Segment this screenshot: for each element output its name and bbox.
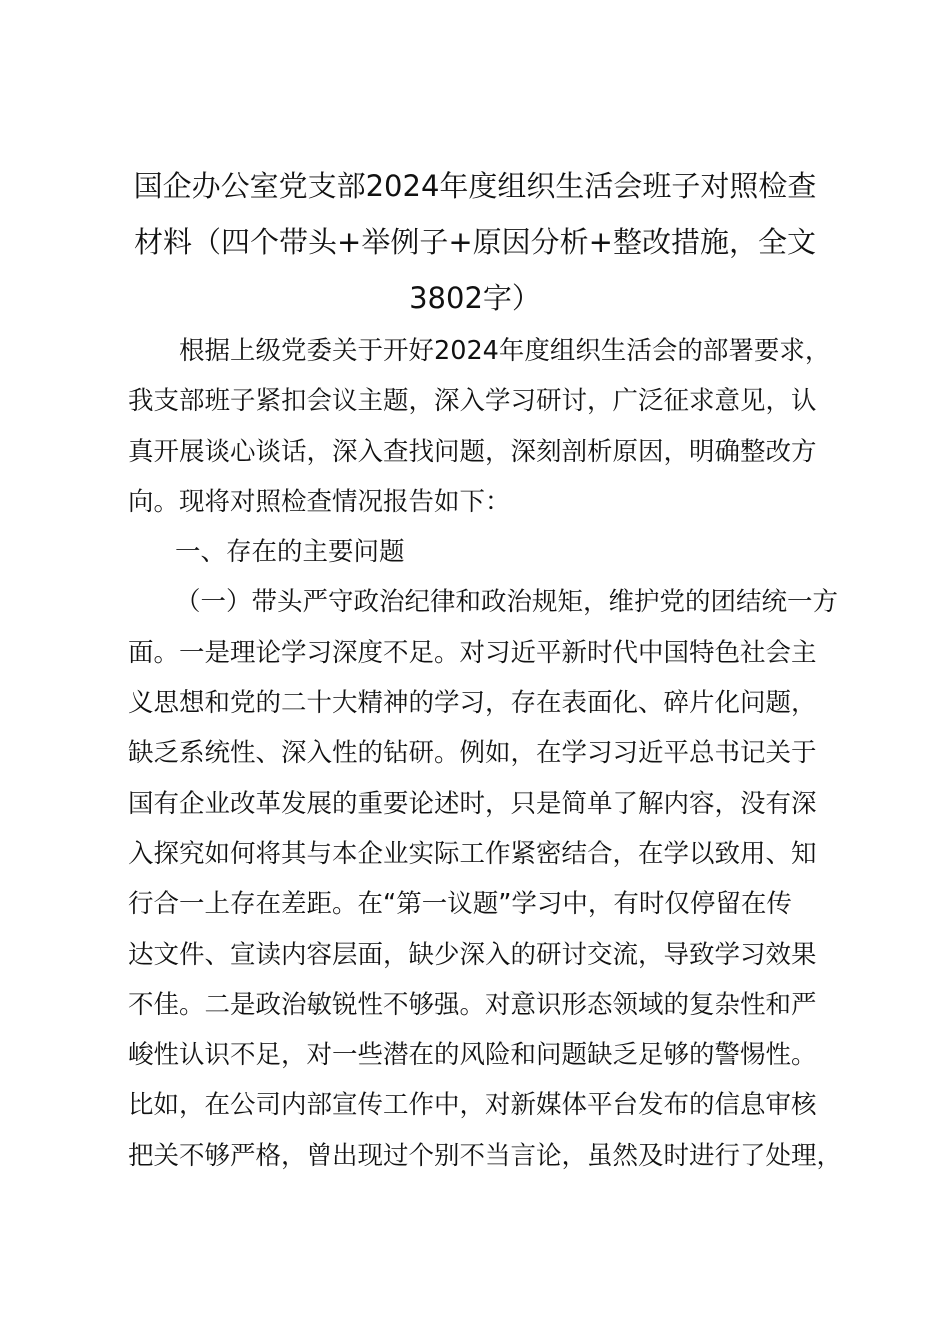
section-paragraph-line: 行合一上存在差距。在“第一议题”学习中，有时仅停留在传 bbox=[128, 889, 792, 920]
section-paragraph-line: 缺乏系统性、深入性的钻研。例如，在学习习近平总书记关于 bbox=[128, 738, 817, 769]
title-line: 材料（四个带头+举例子+原因分析+整改措施，全文 bbox=[134, 225, 816, 259]
section-paragraph-line: 达文件、宣读内容层面，缺少深入的研讨交流，导致学习效果 bbox=[128, 939, 817, 970]
section-paragraph-line: 峻性认识不足，对一些潜在的风险和问题缺乏足够的警惕性。 bbox=[128, 1040, 817, 1071]
section-heading: 一、存在的主要问题 bbox=[175, 537, 405, 568]
section-paragraph-line: 把关不够严格，曾出现过个别不当言论，虽然及时进行了处理， bbox=[128, 1140, 843, 1171]
document-title bbox=[110, 158, 840, 326]
section-paragraph-line: 国有企业改革发展的重要论述时，只是简单了解内容，没有深 bbox=[128, 788, 817, 819]
intro-paragraph-line: 根据上级党委关于开好2024年度组织生活会的部署要求， bbox=[179, 336, 831, 366]
section-paragraph-line: （一）带头严守政治纪律和政治规矩，维护党的团结统一方 bbox=[175, 587, 839, 618]
section-paragraph-line: 比如，在公司内部宣传工作中，对新媒体平台发布的信息审核 bbox=[128, 1090, 817, 1121]
title-line: 国企办公室党支部2024年度组织生活会班子对照检查 bbox=[133, 169, 817, 203]
section-paragraph-line: 面。一是理论学习深度不足。对习近平新时代中国特色社会主 bbox=[128, 637, 817, 668]
intro-paragraph-line: 我支部班子紧扣会议主题，深入学习研讨，广泛征求意见，认 bbox=[128, 386, 817, 417]
section-paragraph-line: 入探究如何将其与本企业实际工作紧密结合，在学以致用、知 bbox=[128, 838, 817, 869]
intro-paragraph-line: 真开展谈心谈话，深入查找问题，深刻剖析原因，明确整改方 bbox=[128, 436, 817, 467]
title-line: 3802字） bbox=[409, 281, 541, 315]
section-paragraph-line: 不佳。二是政治敏锐性不够强。对意识形态领域的复杂性和严 bbox=[128, 989, 817, 1020]
document-body bbox=[128, 326, 848, 1181]
intro-paragraph-line: 向。现将对照检查情况报告如下： bbox=[128, 486, 511, 517]
section-paragraph-line: 义思想和党的二十大精神的学习，存在表面化、碎片化问题， bbox=[128, 688, 817, 719]
